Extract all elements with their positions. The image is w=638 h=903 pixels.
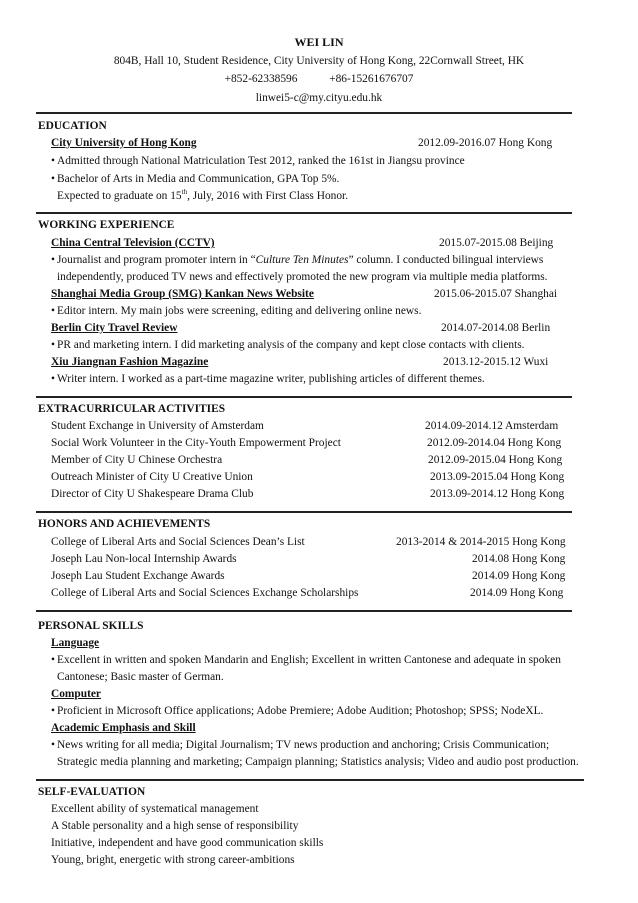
self-evaluation-item: Initiative, independent and have good communication skills bbox=[51, 837, 324, 849]
job-1-dates: 2015.07-2015.08 Beijing bbox=[439, 237, 554, 249]
skills-academic-bullet-cont: Strategic media planning and marketing; Campaign planning; Statistics analysis; Video and audio post production. bbox=[57, 756, 579, 768]
section-divider bbox=[36, 112, 572, 114]
phone-line bbox=[0, 70, 638, 89]
job-1-bullet-1-cont: independently, produced TV news and effectively promoted the new program via multiple media platforms. bbox=[57, 271, 548, 283]
job-3-org: Berlin City Travel Review bbox=[51, 322, 178, 334]
email: linwei5-c@my.cityu.edu.hk bbox=[255, 91, 383, 104]
candidate-name: WEI LIN bbox=[294, 35, 344, 49]
skills-language-bullet: • Excellent in written and spoken Mandarin and English; Excellent in written Cantonese and adequate in spoken bbox=[51, 654, 561, 666]
education-bullet-3 bbox=[57, 190, 348, 202]
honors-title: HONORS AND ACHIEVEMENTS bbox=[38, 518, 211, 530]
honor-dates: 2014.09 Hong Kong bbox=[470, 587, 564, 599]
honor-label: College of Liberal Arts and Social Sciences Dean’s List bbox=[51, 536, 305, 548]
job-4-dates: 2013.12-2015.12 Wuxi bbox=[443, 356, 549, 368]
extracurricular-title: EXTRACURRICULAR ACTIVITIES bbox=[38, 403, 226, 415]
phone-hk: +852-62338596 bbox=[224, 73, 298, 85]
section-divider bbox=[36, 511, 572, 513]
honor-label: Joseph Lau Student Exchange Awards bbox=[51, 570, 225, 582]
skills-academic-heading: Academic Emphasis and Skill bbox=[51, 722, 196, 734]
job-1-bullet-1 bbox=[51, 254, 543, 266]
resume-header bbox=[0, 0, 638, 107]
skills-computer-bullet: • Proficient in Microsoft Office applications; Adobe Premiere; Adobe Audition; Photoshop; SPSS; NodeXL. bbox=[51, 705, 543, 717]
job-2-bullet-1: • Editor intern. My main jobs were screening, editing and delivering online news. bbox=[51, 305, 421, 317]
self-evaluation-title: SELF-EVALUATION bbox=[38, 786, 146, 798]
education-graduation-prefix: Expected to graduate on 15 bbox=[57, 190, 182, 202]
job-1-bullet-1-post: ” column. I conducted bilingual interviews bbox=[348, 254, 544, 266]
job-3-bullet-1: • PR and marketing intern. I did marketing analysis of the company and kept close contacts with clients. bbox=[51, 339, 525, 351]
activity-dates: 2013.09-2015.04 Hong Kong bbox=[430, 471, 565, 483]
section-divider bbox=[36, 779, 584, 781]
education-bullet-2: • Bachelor of Arts in Media and Communication, GPA Top 5%. bbox=[51, 173, 339, 185]
job-4-org: Xiu Jiangnan Fashion Magazine bbox=[51, 356, 209, 368]
honor-label: College of Liberal Arts and Social Sciences Exchange Scholarships bbox=[51, 587, 359, 599]
activity-dates: 2013.09-2014.12 Hong Kong bbox=[430, 488, 565, 500]
column-name: Culture Ten Minutes bbox=[255, 254, 349, 266]
section-divider bbox=[36, 212, 572, 214]
phone-cn: +86-15261676707 bbox=[329, 73, 414, 85]
job-4-bullet-1: • Writer intern. I worked as a part-time magazine writer, publishing articles of different themes. bbox=[51, 373, 485, 385]
self-evaluation-item: A Stable personality and a high sense of responsibility bbox=[51, 820, 299, 832]
self-evaluation-item: Young, bright, energetic with strong career-ambitions bbox=[51, 854, 295, 866]
education-org: City University of Hong Kong bbox=[51, 137, 197, 149]
activity-label: Director of City U Shakespeare Drama Club bbox=[51, 488, 254, 500]
self-evaluation-item: Excellent ability of systematical management bbox=[51, 803, 259, 815]
education-bullet-1: • Admitted through National Matriculation Test 2012, ranked the 161st in Jiangsu province bbox=[51, 155, 465, 167]
honor-dates: 2013-2014 & 2014-2015 Hong Kong bbox=[396, 536, 566, 548]
honor-dates: 2014.08 Hong Kong bbox=[472, 553, 566, 565]
ordinal-suffix: th bbox=[181, 188, 188, 197]
work-title: WORKING EXPERIENCE bbox=[38, 219, 175, 231]
job-2-org: Shanghai Media Group (SMG) Kankan News Website bbox=[51, 288, 314, 300]
honor-label: Joseph Lau Non-local Internship Awards bbox=[51, 553, 237, 565]
activity-label: Member of City U Chinese Orchestra bbox=[51, 454, 223, 466]
activity-label: Social Work Volunteer in the City-Youth Empowerment Project bbox=[51, 437, 341, 449]
skills-title: PERSONAL SKILLS bbox=[38, 620, 144, 632]
activity-label: Outreach Minister of City U Creative Union bbox=[51, 471, 253, 483]
activity-dates: 2012.09-2015.04 Hong Kong bbox=[428, 454, 563, 466]
honor-dates: 2014.09 Hong Kong bbox=[472, 570, 566, 582]
activity-dates: 2014.09-2014.12 Amsterdam bbox=[425, 420, 559, 432]
job-3-dates: 2014.07-2014.08 Berlin bbox=[441, 322, 551, 334]
section-divider bbox=[36, 396, 572, 398]
education-graduation-suffix: , July, 2016 with First Class Honor. bbox=[187, 190, 349, 202]
skills-language-heading: Language bbox=[51, 637, 100, 649]
job-1-bullet-1-pre: Journalist and program promoter intern in “ bbox=[57, 254, 256, 266]
job-2-dates: 2015.06-2015.07 Shanghai bbox=[434, 288, 558, 300]
address: 804B, Hall 10, Student Residence, City University of Hong Kong, 22Cornwall Street, HK bbox=[113, 54, 525, 67]
job-1-org: China Central Television (CCTV) bbox=[51, 237, 215, 249]
skills-academic-bullet: • News writing for all media; Digital Journalism; TV news production and anchoring; Crisis Communication; bbox=[51, 739, 549, 751]
skills-computer-heading: Computer bbox=[51, 688, 101, 700]
section-divider bbox=[36, 610, 572, 612]
education-title: EDUCATION bbox=[38, 120, 107, 132]
activity-dates: 2012.09-2014.04 Hong Kong bbox=[427, 437, 562, 449]
education-dates: 2012.09-2016.07 Hong Kong bbox=[418, 137, 553, 149]
skills-language-bullet-cont: Cantonese; Basic master of German. bbox=[57, 671, 224, 683]
activity-label: Student Exchange in University of Amsterdam bbox=[51, 420, 264, 432]
